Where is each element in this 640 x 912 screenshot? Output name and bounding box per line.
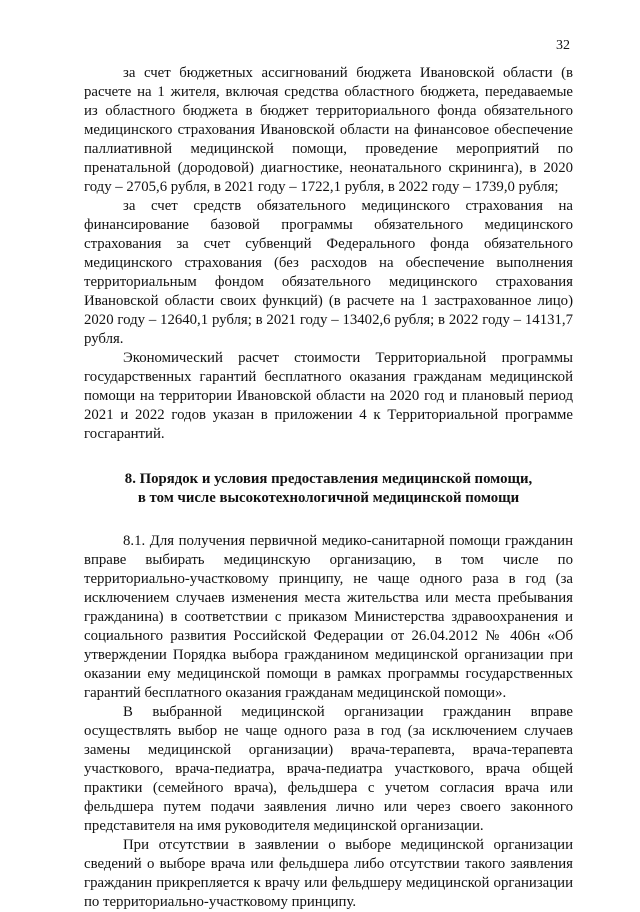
paragraph-doctor-choice: В выбранной медицинской организации гражданин вправе осуществлять выбор не чаще одного раза в год (за исключением случаев замены медицинской организации) врача-терапевта, врача-терапевта участкового, врача-педиатра, врача-педиатра участкового, врача общей практики (семейного врача), фельдшера с учетом согласия врача или фельдшера путем подачи заявления лично или через своего законного представителя на имя руководителя медицинской организации. bbox=[84, 704, 573, 834]
page-number: 32 bbox=[556, 38, 570, 53]
section-heading-line-2: в том числе высокотехнологичной медицинской помощи bbox=[137, 490, 520, 506]
paragraph-8-1: 8.1. Для получения первичной медико-санитарной помощи гражданин вправе выбирать медицинскую организацию, в том числе по территориально-участковому принципу, не чаще одного раза в год (за исключением случаев изменения места жительства или места пребывания гражданина) в соответствии с приказом Министерства здравоохранения и социального развития Российской Федерации от 26.04.2012 № 406н «Об утверждении Порядка выбора гражданином медицинской организации при оказании ему медицинской помощи в рамках программы государственных гарантий бесплатного оказания гражданам медицинской помощи». bbox=[84, 533, 573, 701]
paragraph-budget-allocations: за счет бюджетных ассигнований бюджета Ивановской области (в расчете на 1 жителя, включая средства областного бюджета, передаваемые из областного бюджета в бюджет территориального фонда обязательного медицинского страхования Ивановской области на финансовое обеспечение паллиативной медицинской помощи, проведение мероприятий по пренатальной (дородовой) диагностике, неонатального скрининга), в 2020 году – 2705,6 рубля, в 2021 году – 1722,1 рубля, в 2022 году – 1739,0 рубля; bbox=[84, 65, 573, 195]
paragraph-oms-funds: за счет средств обязательного медицинского страхования на финансирование базовой программы обязательного медицинского страхования за счет субвенций Федерального фонда обязательного медицинского страхования (без расходов на обеспечение выполнения территориальным фондом обязательного медицинского страхования Ивановской области своих функций) (в расчете на 1 застрахованное лицо) 2020 году – 12640,1 рубля; в 2021 году – 13402,6 рубля; в 2022 году – 14131,7 рубля. bbox=[84, 198, 573, 347]
paragraph-economic-calculation: Экономический расчет стоимости Территориальной программы государственных гарантий бесплатного оказания гражданам медицинской помощи на территории Ивановской области на 2020 год и плановый период 2021 и 2022 годов указан в приложении 4 к Территориальной программе госгарантий. bbox=[84, 350, 573, 442]
paragraph-assignment: При отсутствии в заявлении о выборе медицинской организации сведений о выборе врача или фельдшера либо отсутствии такого заявления гражданин прикрепляется к врачу или фельдшеру медицинской организации по территориально-участковому принципу. bbox=[84, 837, 573, 910]
page-content bbox=[84, 64, 573, 912]
section-heading-line-1: 8. Порядок и условия предоставления медицинской помощи, bbox=[124, 471, 533, 487]
section-heading bbox=[84, 470, 573, 508]
